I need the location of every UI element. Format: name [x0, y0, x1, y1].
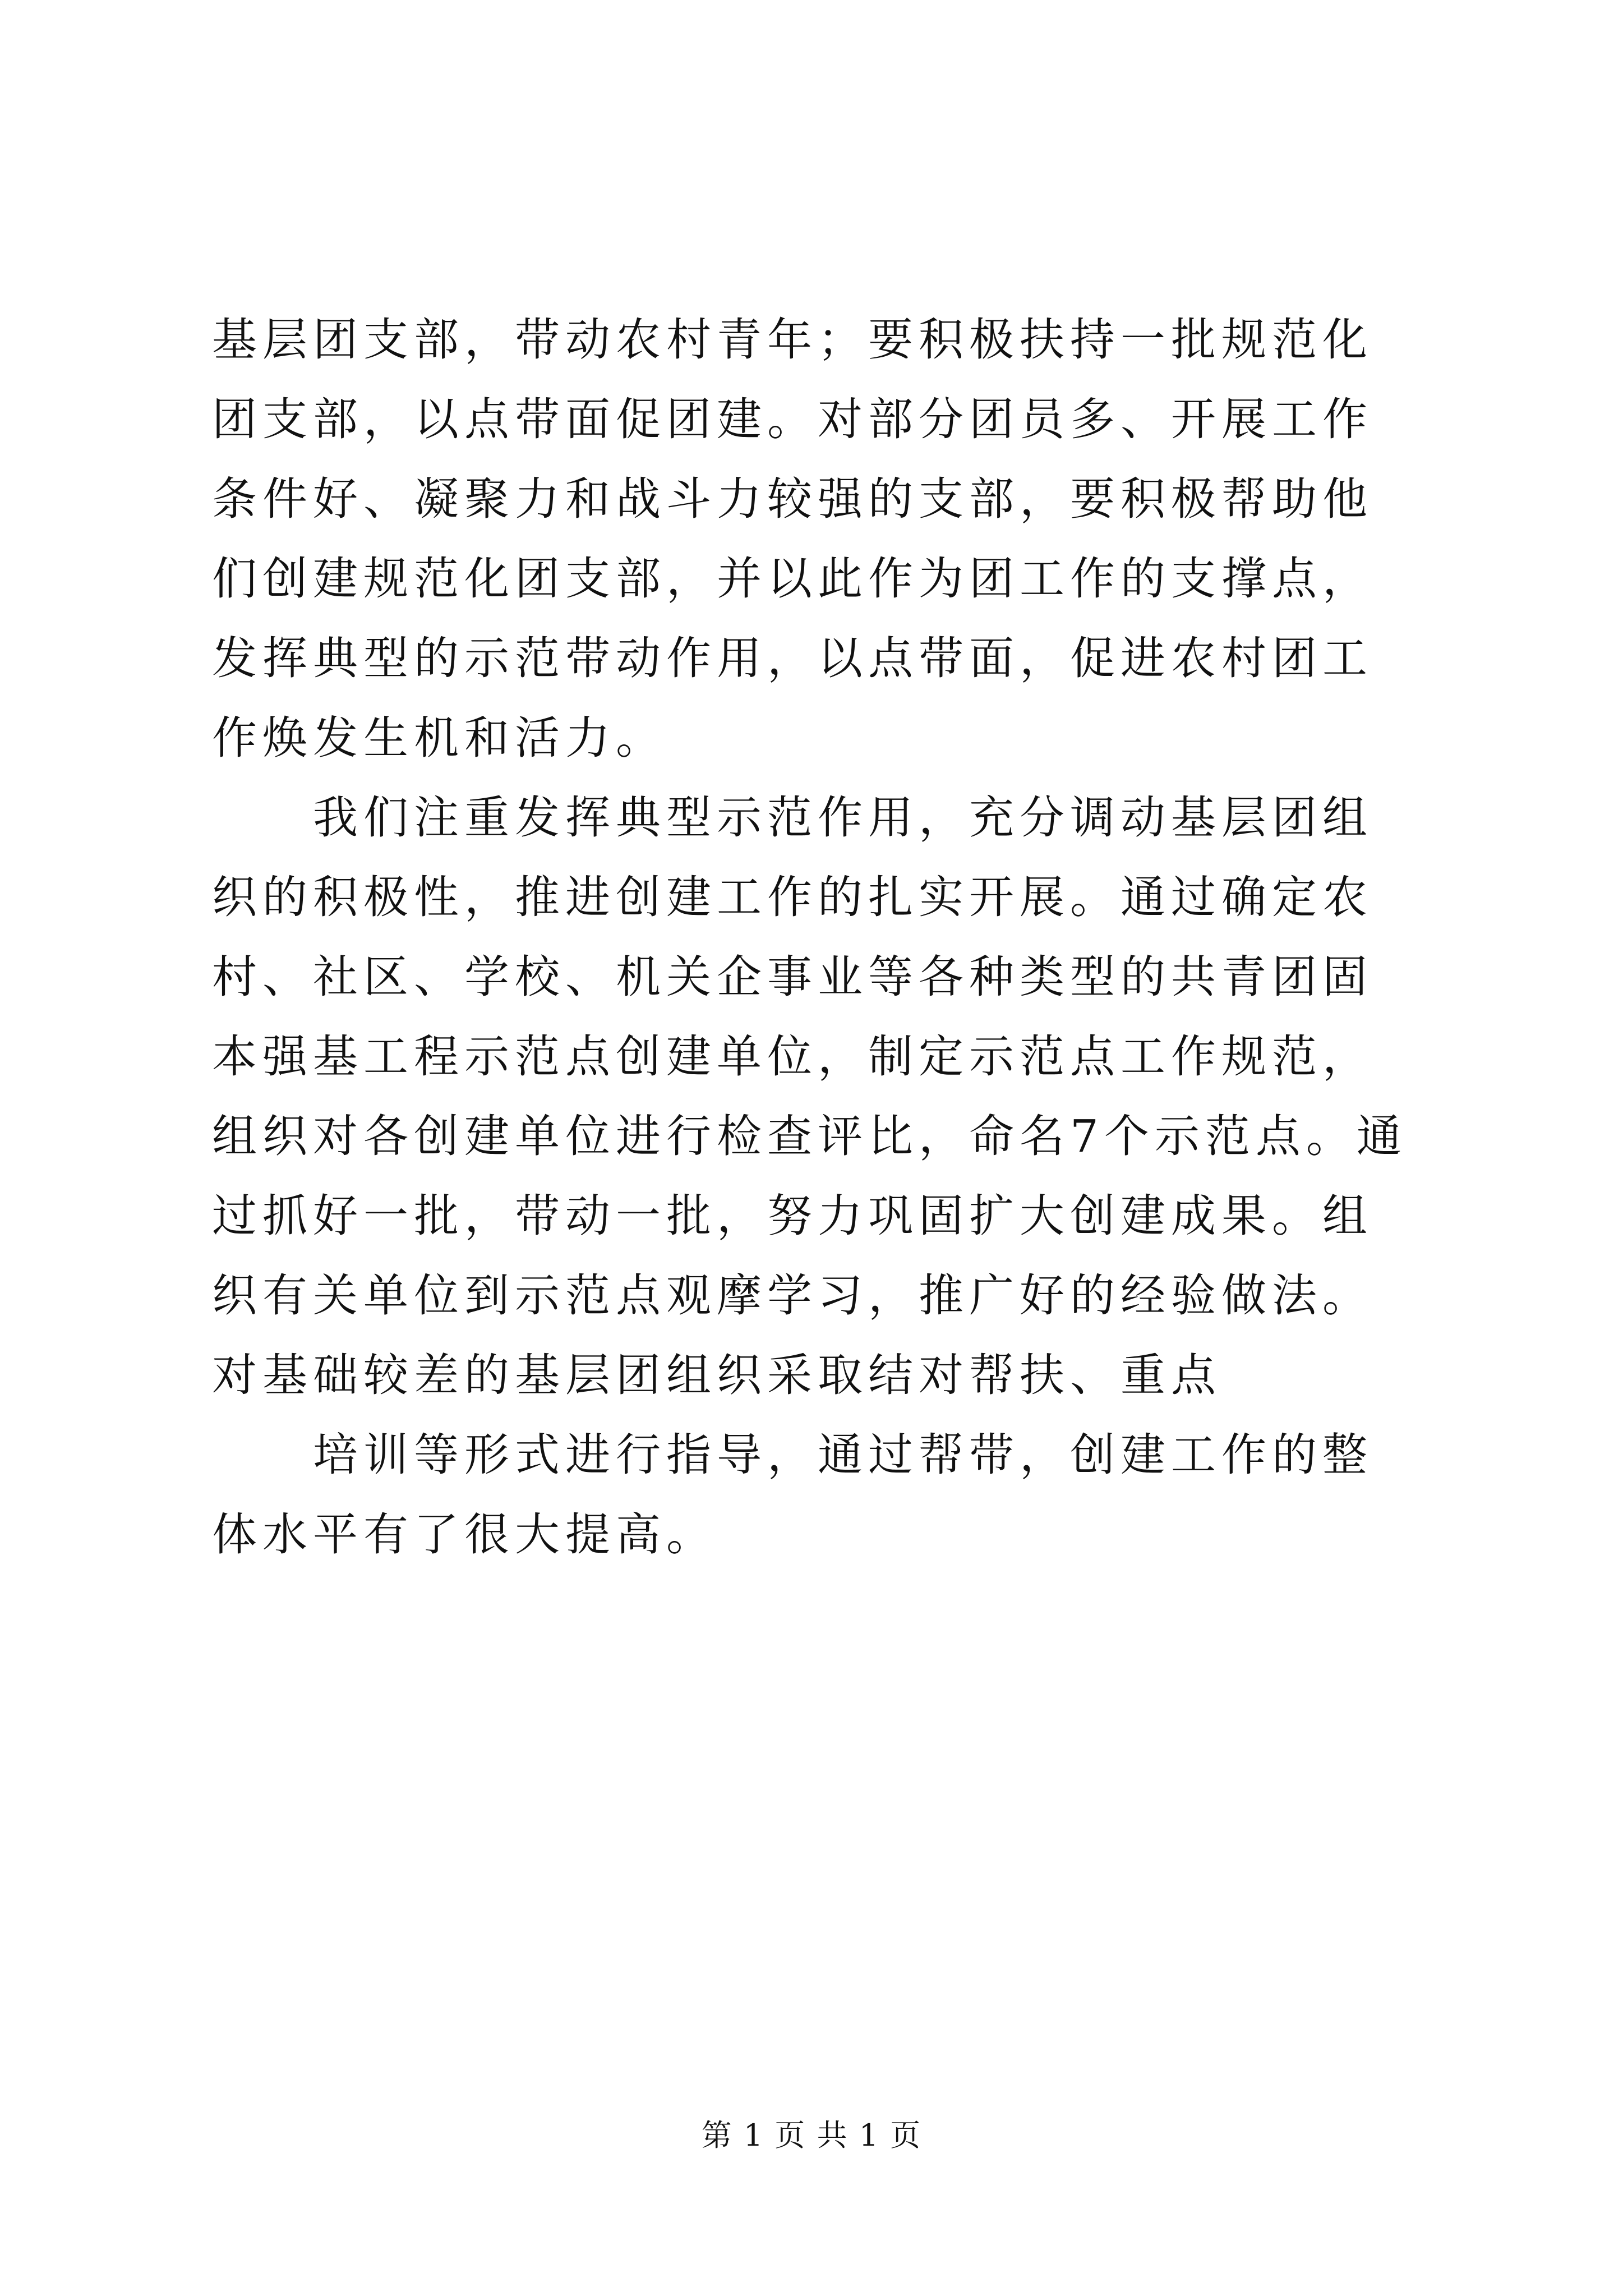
- paragraph-demonstration: 我们注重发挥典型示范作用，充分调动基层团组织的积极性，推进创建工作的扎实开展。通过确定农村、社区、学校、机关企事业等各种类型的共青团固本强基工程示范点创建单位，制定示范点工作规范，组织对各创建单位进行检查评比，命名7个示范点。通过抓好一批，带动一批，努力巩固扩大创建成果。组织有关单位到示范点观摩学习，推广好的经验做法。对基础较差的基层团组织采取结对帮扶、重点: [212, 792, 1407, 1401]
- paragraph-continuation: 基层团支部，带动农村青年；要积极扶持一批规范化团支部，以点带面促团建。对部分团员多、开展工作条件好、凝聚力和战斗力较强的支部，要积极帮助他们创建规范化团支部，并以此作为团工作的支撑点，发挥典型的示范带动作用，以点带面，促进农村团工作焕发生机和活力。: [212, 314, 1373, 764]
- paragraph-training: 培训等形式进行指导，通过帮带，创建工作的整体水平有了很大提高。: [212, 1429, 1373, 1561]
- page-number-footer: 第 1 页 共 1 页: [701, 2118, 922, 2153]
- document-body: [212, 300, 1412, 1575]
